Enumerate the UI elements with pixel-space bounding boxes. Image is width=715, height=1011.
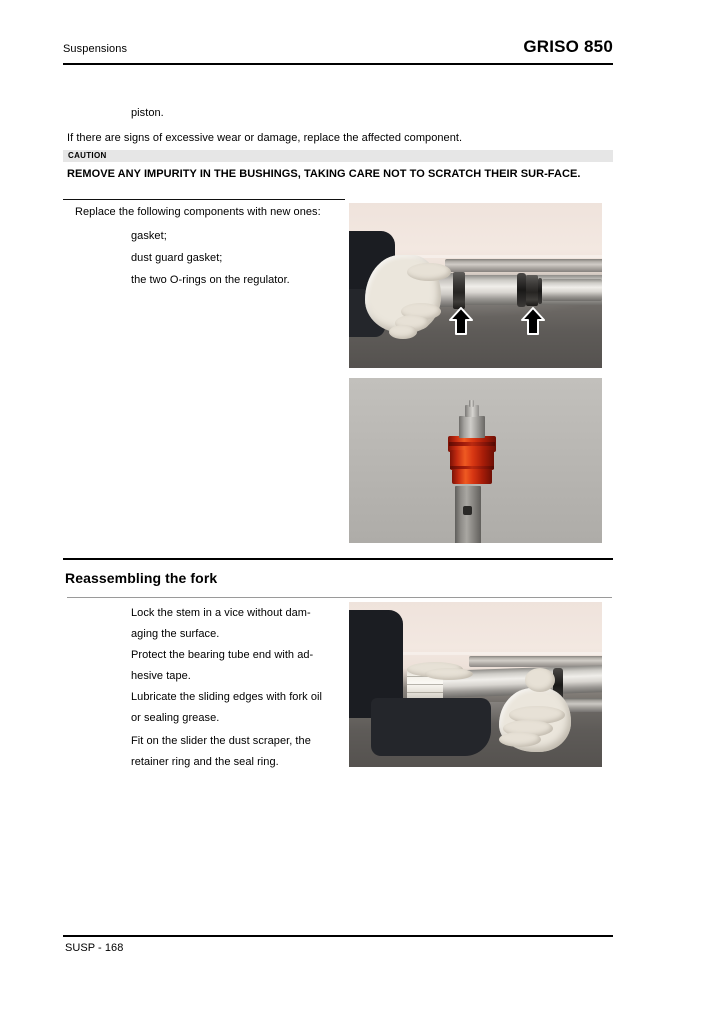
step-text-line: Protect the bearing tube end with ad- [131, 649, 314, 661]
figure-regulator-red [349, 378, 602, 543]
wear-note-text: If there are signs of excessive wear or damage, replace the affected component. [67, 132, 463, 144]
footer-page-reference: SUSP - 168 [65, 942, 124, 954]
list-item: gasket; [131, 230, 167, 242]
section-title: Reassembling the fork [65, 570, 218, 586]
page-header [63, 34, 613, 56]
header-model-title: GRISO 850 [523, 37, 613, 56]
caution-band [63, 150, 613, 162]
section-under-rule [67, 597, 612, 598]
figure-tape-bearing-tube [349, 602, 602, 767]
continuation-text: piston. [131, 107, 164, 119]
step-text-line: aging the surface. [131, 628, 220, 640]
step-text-line: retainer ring and the seal ring. [131, 756, 279, 768]
step-text-line: Lubricate the sliding edges with fork oil [131, 691, 322, 703]
annotation-arrow-right [521, 307, 545, 335]
list-item: the two O-rings on the regulator. [131, 274, 290, 286]
list-top-rule [63, 199, 345, 200]
annotation-arrow-left [449, 307, 473, 335]
step-text-line: or sealing grease. [131, 712, 220, 724]
step-text-line: Lock the stem in a vice without dam- [131, 607, 311, 619]
footer-rule [63, 935, 613, 937]
list-item: dust guard gasket; [131, 252, 223, 264]
step-text-line: hesive tape. [131, 670, 191, 682]
replace-intro-text: Replace the following components with new ones: [75, 206, 321, 218]
section-top-rule [63, 558, 613, 560]
header-section-name: Suspensions [63, 43, 128, 55]
figure-fork-tube-orings [349, 203, 602, 368]
caution-text: REMOVE ANY IMPURITY IN THE BUSHINGS, TAKING CARE NOT TO SCRATCH THEIR SUR-FACE. [67, 168, 581, 180]
caution-label: CAUTION [68, 151, 107, 160]
step-text-line: Fit on the slider the dust scraper, the [131, 735, 311, 747]
header-rule [63, 63, 613, 65]
